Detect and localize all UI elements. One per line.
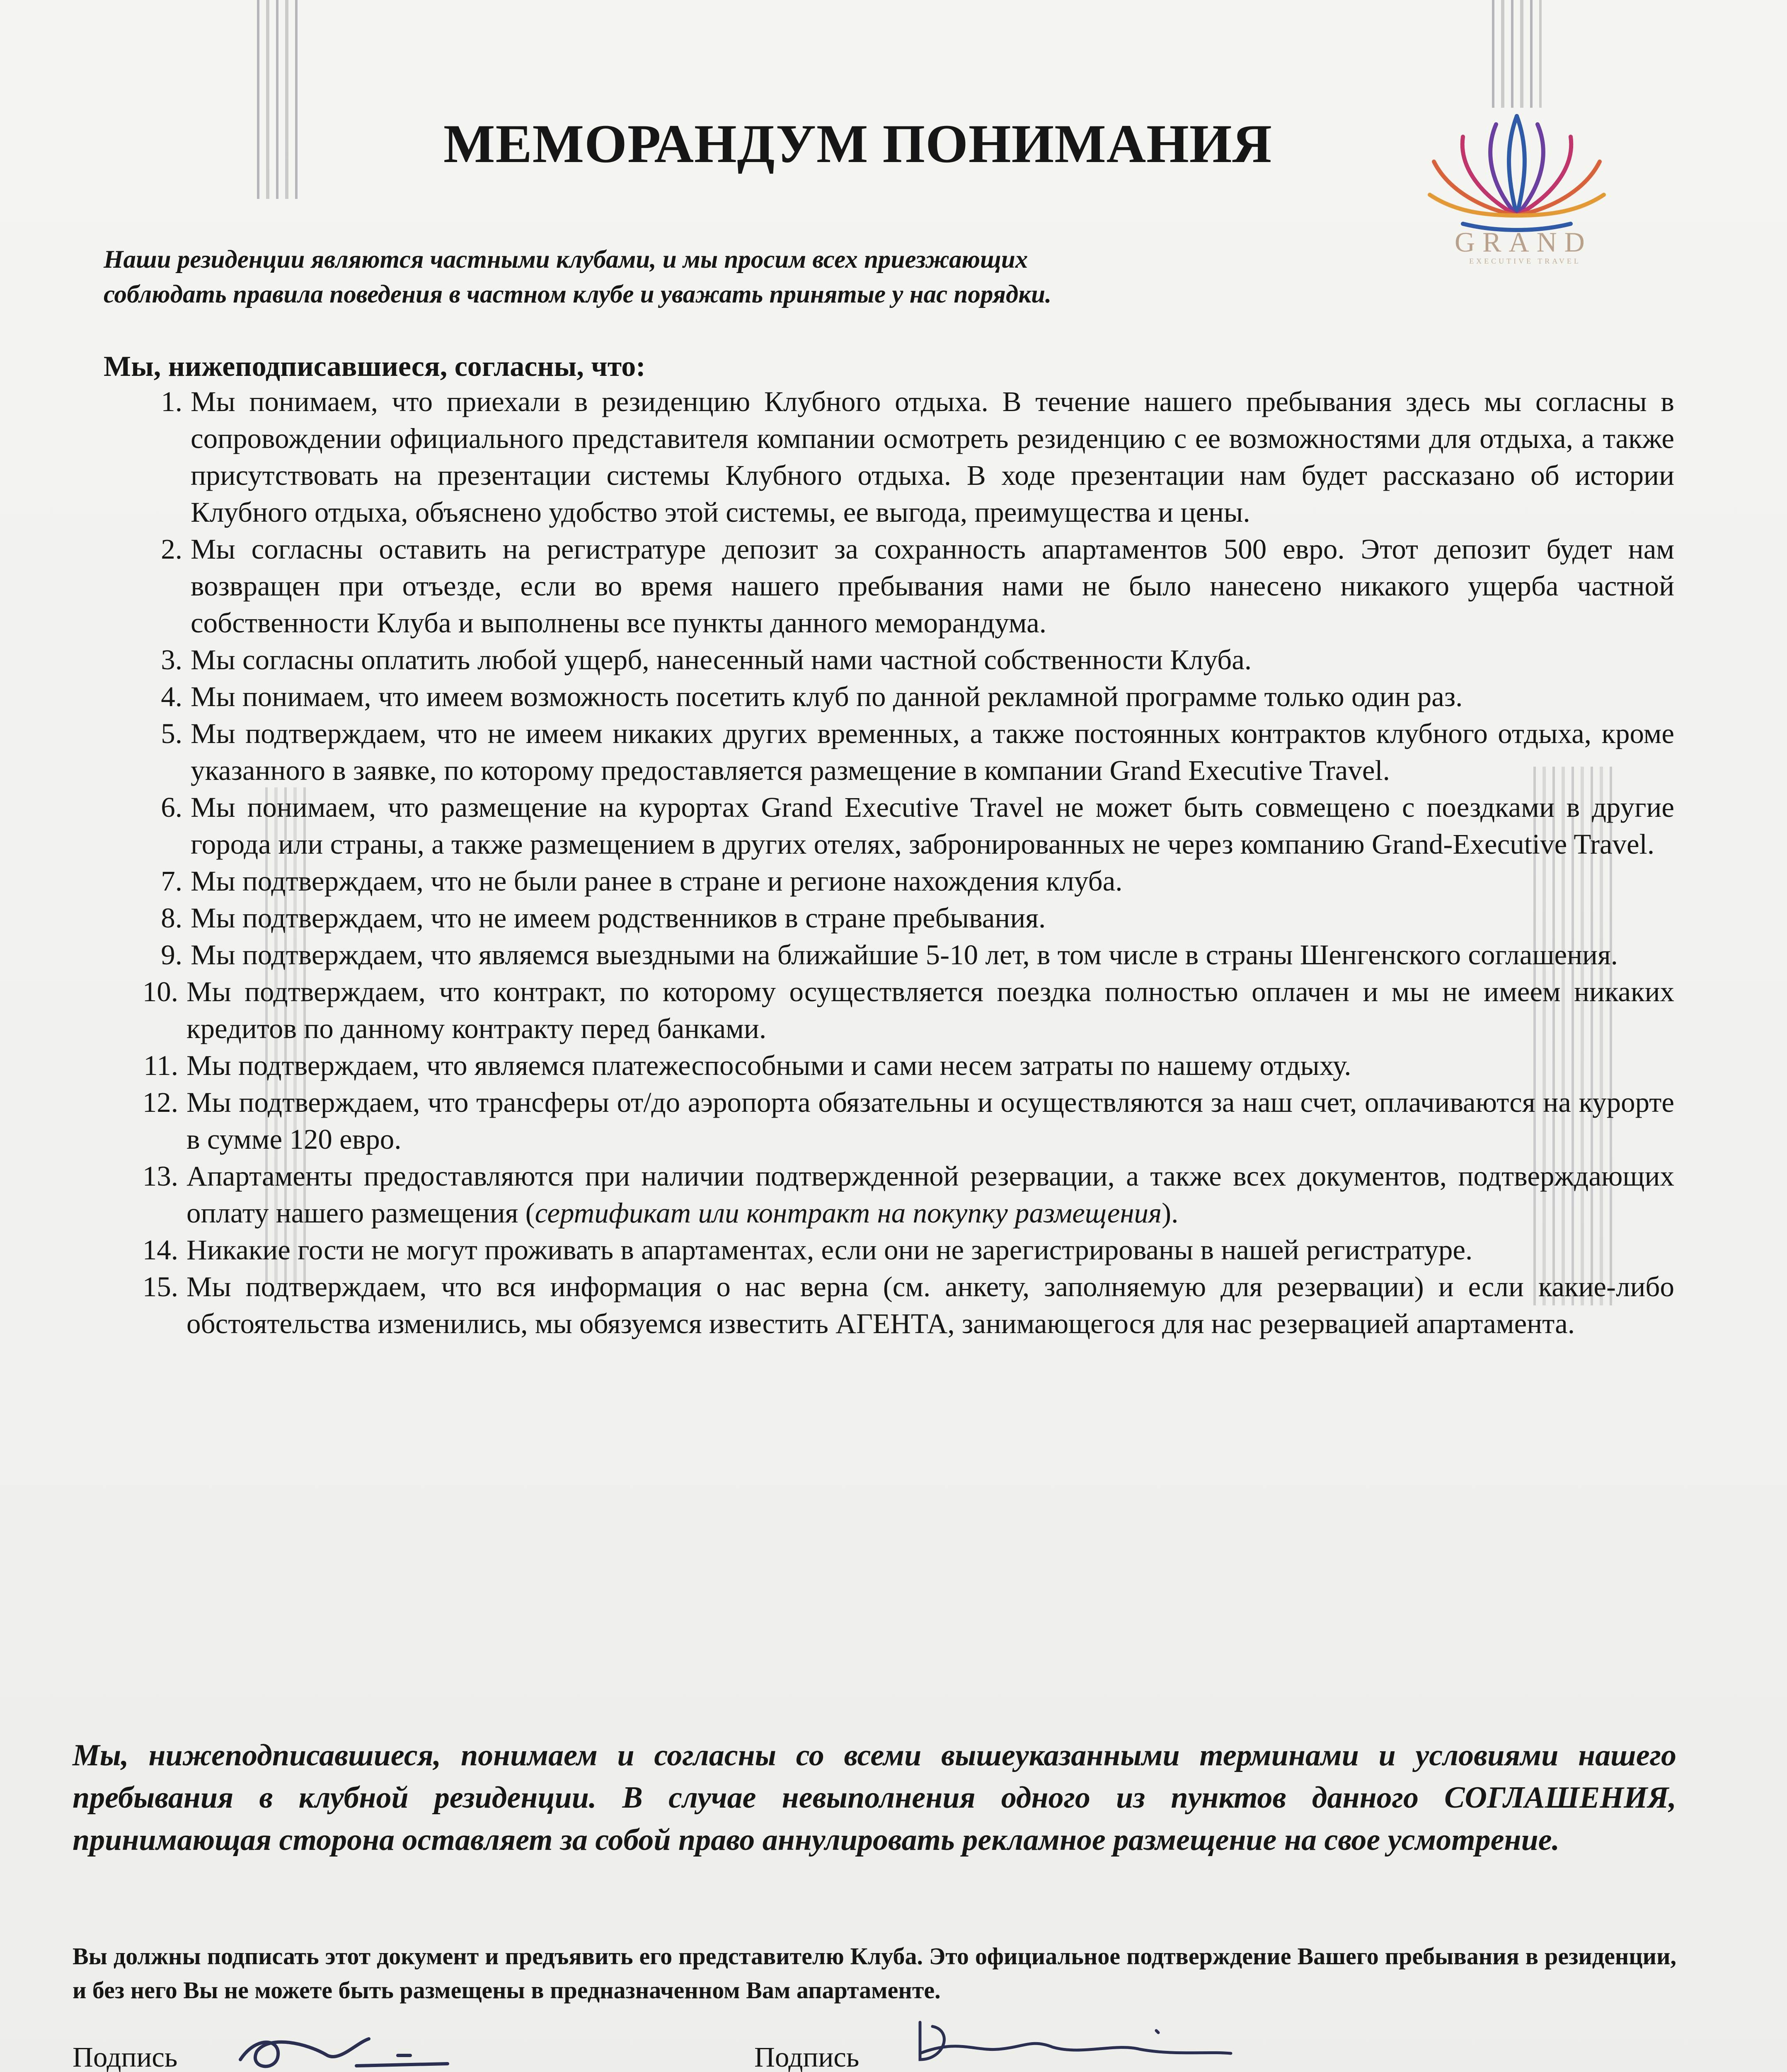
item-text: Мы понимаем, что размещение на курортах Grand Executive Travel не может быть совмещено с поездками в другие города или страны, а также размещением в других отелях, забронированных не через компанию Grand-Executive Travel.: [191, 792, 1674, 860]
item-number: 13.: [142, 1160, 178, 1192]
list-item: [50, 715, 1674, 789]
signature-field-left: [73, 2041, 177, 2072]
list-item: [50, 678, 1674, 715]
item-number: 7.: [161, 865, 182, 897]
item-text: Мы согласны оплатить любой ущерб, нанесенный нами частной собственности Клуба.: [191, 644, 1252, 675]
item-text: Мы понимаем, что имеем возможность посетить клуб по данной рекламной программе только один раз.: [191, 681, 1463, 712]
item-text: Мы подтверждаем, что являемся выездными на ближайшие 5-10 лет, в том числе в страны Шенгенского соглашения.: [191, 939, 1618, 971]
item-text: Мы согласны оставить на регистратуре депозит за сохранность апартаментов 500 евро. Этот депозит будет нам возвращен при отъезде, если во время нашего пребывания нами не было нанесено никакого ущерба частной собственности Клуба и выполнены все пункты данного меморандума.: [191, 533, 1674, 639]
item-number: 5.: [161, 718, 182, 749]
page-title: МЕМОРАНДУМ ПОНИМАНИЯ: [443, 113, 1272, 174]
item-text: Мы понимаем, что приехали в резиденцию Клубного отдыха. В течение нашего пребывания здесь мы согласны в сопровождении официального представителя компании осмотреть резиденцию с ее возможностями для отдыха, а также присутствовать на презентации системы Клубного отдыха. В ходе презентации нам будет рассказано об истории Клубного отдыха, объяснено удобство этой системы, ее выгода, преимущества и цены.: [191, 386, 1674, 528]
list-item: [50, 531, 1674, 641]
item-number: 3.: [161, 644, 182, 675]
item-text: Мы подтверждаем, что являемся платежеспособными и сами несем затраты по нашему отдыху.: [186, 1050, 1351, 1081]
list-item: [50, 1158, 1674, 1232]
item-text: Никакие гости не могут проживать в апартаментах, если они не зарегистрированы в нашей регистратуре.: [186, 1234, 1473, 1266]
signature-right: [908, 2014, 1239, 2072]
item-number: 15.: [142, 1271, 178, 1302]
item-text: ).: [1162, 1197, 1179, 1229]
list-item: [50, 900, 1674, 937]
signature-field-right: [754, 2041, 859, 2072]
signature-label: Подпись: [754, 2041, 860, 2072]
item-text: Мы подтверждаем, что контракт, по которому осуществляется поездка полностью оплачен и мы не имеем никаких кредитов по данному контракту перед банками.: [186, 976, 1674, 1044]
item-text: Мы подтверждаем, что трансферы от/до аэропорта обязательны и осуществляются за наш счет, оплачиваются на курорте в сумме 120 евро.: [186, 1087, 1674, 1155]
logo-subtitle: EXECUTIVE TRAVEL: [1469, 257, 1581, 265]
list-item: [50, 1084, 1674, 1158]
agreement-lead: Мы, нижеподписавшиеся, согласны, что:: [104, 351, 646, 382]
item-number: 10.: [142, 976, 178, 1007]
item-number: 9.: [161, 939, 182, 971]
list-item: [50, 641, 1674, 678]
intro-text: [104, 242, 1326, 312]
agreement-list: [50, 383, 1674, 1342]
item-number: 14.: [142, 1234, 178, 1266]
summary-paragraph: Мы, нижеподписавшиеся, понимаем и согласны со всеми вышеуказанными терминами и условиями нашего пребывания в клубной резиденции. В случае невыполнения одного из пунктов данного СОГЛАШЕНИЯ, принимающая сторона оставляет за собой право аннулировать рекламное размещение на свое усмотрение.: [73, 1738, 1676, 1857]
list-item: [50, 383, 1674, 531]
item-text: Мы подтверждаем, что не были ранее в стране и регионе нахождения клуба.: [191, 865, 1123, 897]
list-item: [50, 937, 1674, 973]
list-item: [50, 1268, 1674, 1342]
logo-name: GRAND: [1455, 226, 1592, 258]
list-item: [50, 973, 1674, 1047]
item-text-italic: сертификат или контракт на покупку размещения: [535, 1197, 1162, 1229]
list-item: [50, 1047, 1674, 1084]
item-number: 1.: [161, 386, 182, 417]
item-number: 8.: [161, 902, 182, 934]
item-number: 4.: [161, 681, 182, 712]
list-item: [50, 789, 1674, 863]
list-item: [50, 863, 1674, 900]
item-text: Апартаменты предоставляются при наличии подтвержденной резервации, а также всех документов, подтверждающих оплату нашего размещения (: [186, 1160, 1674, 1229]
intro-line: Наши резиденции являются частными клубами, и мы просим всех приезжающих: [104, 246, 1028, 274]
item-number: 6.: [161, 792, 182, 823]
signature-label: Подпись: [73, 2041, 178, 2072]
item-number: 12.: [142, 1087, 178, 1118]
scan-smudge: [257, 0, 303, 199]
item-text: Мы подтверждаем, что не имеем никаких других временных, а также постоянных контрактов клубного отдыха, кроме указанного в заявке, по которому предоставляется размещение в компании Grand Executive Travel.: [191, 718, 1674, 786]
item-number: 2.: [161, 533, 182, 565]
signature-left: [232, 2026, 464, 2072]
item-number: 11.: [143, 1050, 178, 1081]
item-text: Мы подтверждаем, что вся информация о нас верна (см. анкету, заполняемую для резервации) и если какие-либо обстоятельства изменились, мы обязуемся известить АГЕНТА, занимающегося для нас резервацией апартамента.: [186, 1271, 1674, 1339]
list-item: [50, 1232, 1674, 1268]
item-text: Мы подтверждаем, что не имеем родственников в стране пребывания.: [191, 902, 1046, 934]
intro-line: соблюдать правила поведения в частном клубе и уважать принятые у нас порядки.: [104, 281, 1052, 308]
notice-paragraph: Вы должны подписать этот документ и предъявить его представителю Клуба. Это официальное подтверждение Вашего пребывания в резиденции, и без него Вы не можете быть размещены в предназначенном Вам апартаменте.: [73, 1943, 1676, 2004]
